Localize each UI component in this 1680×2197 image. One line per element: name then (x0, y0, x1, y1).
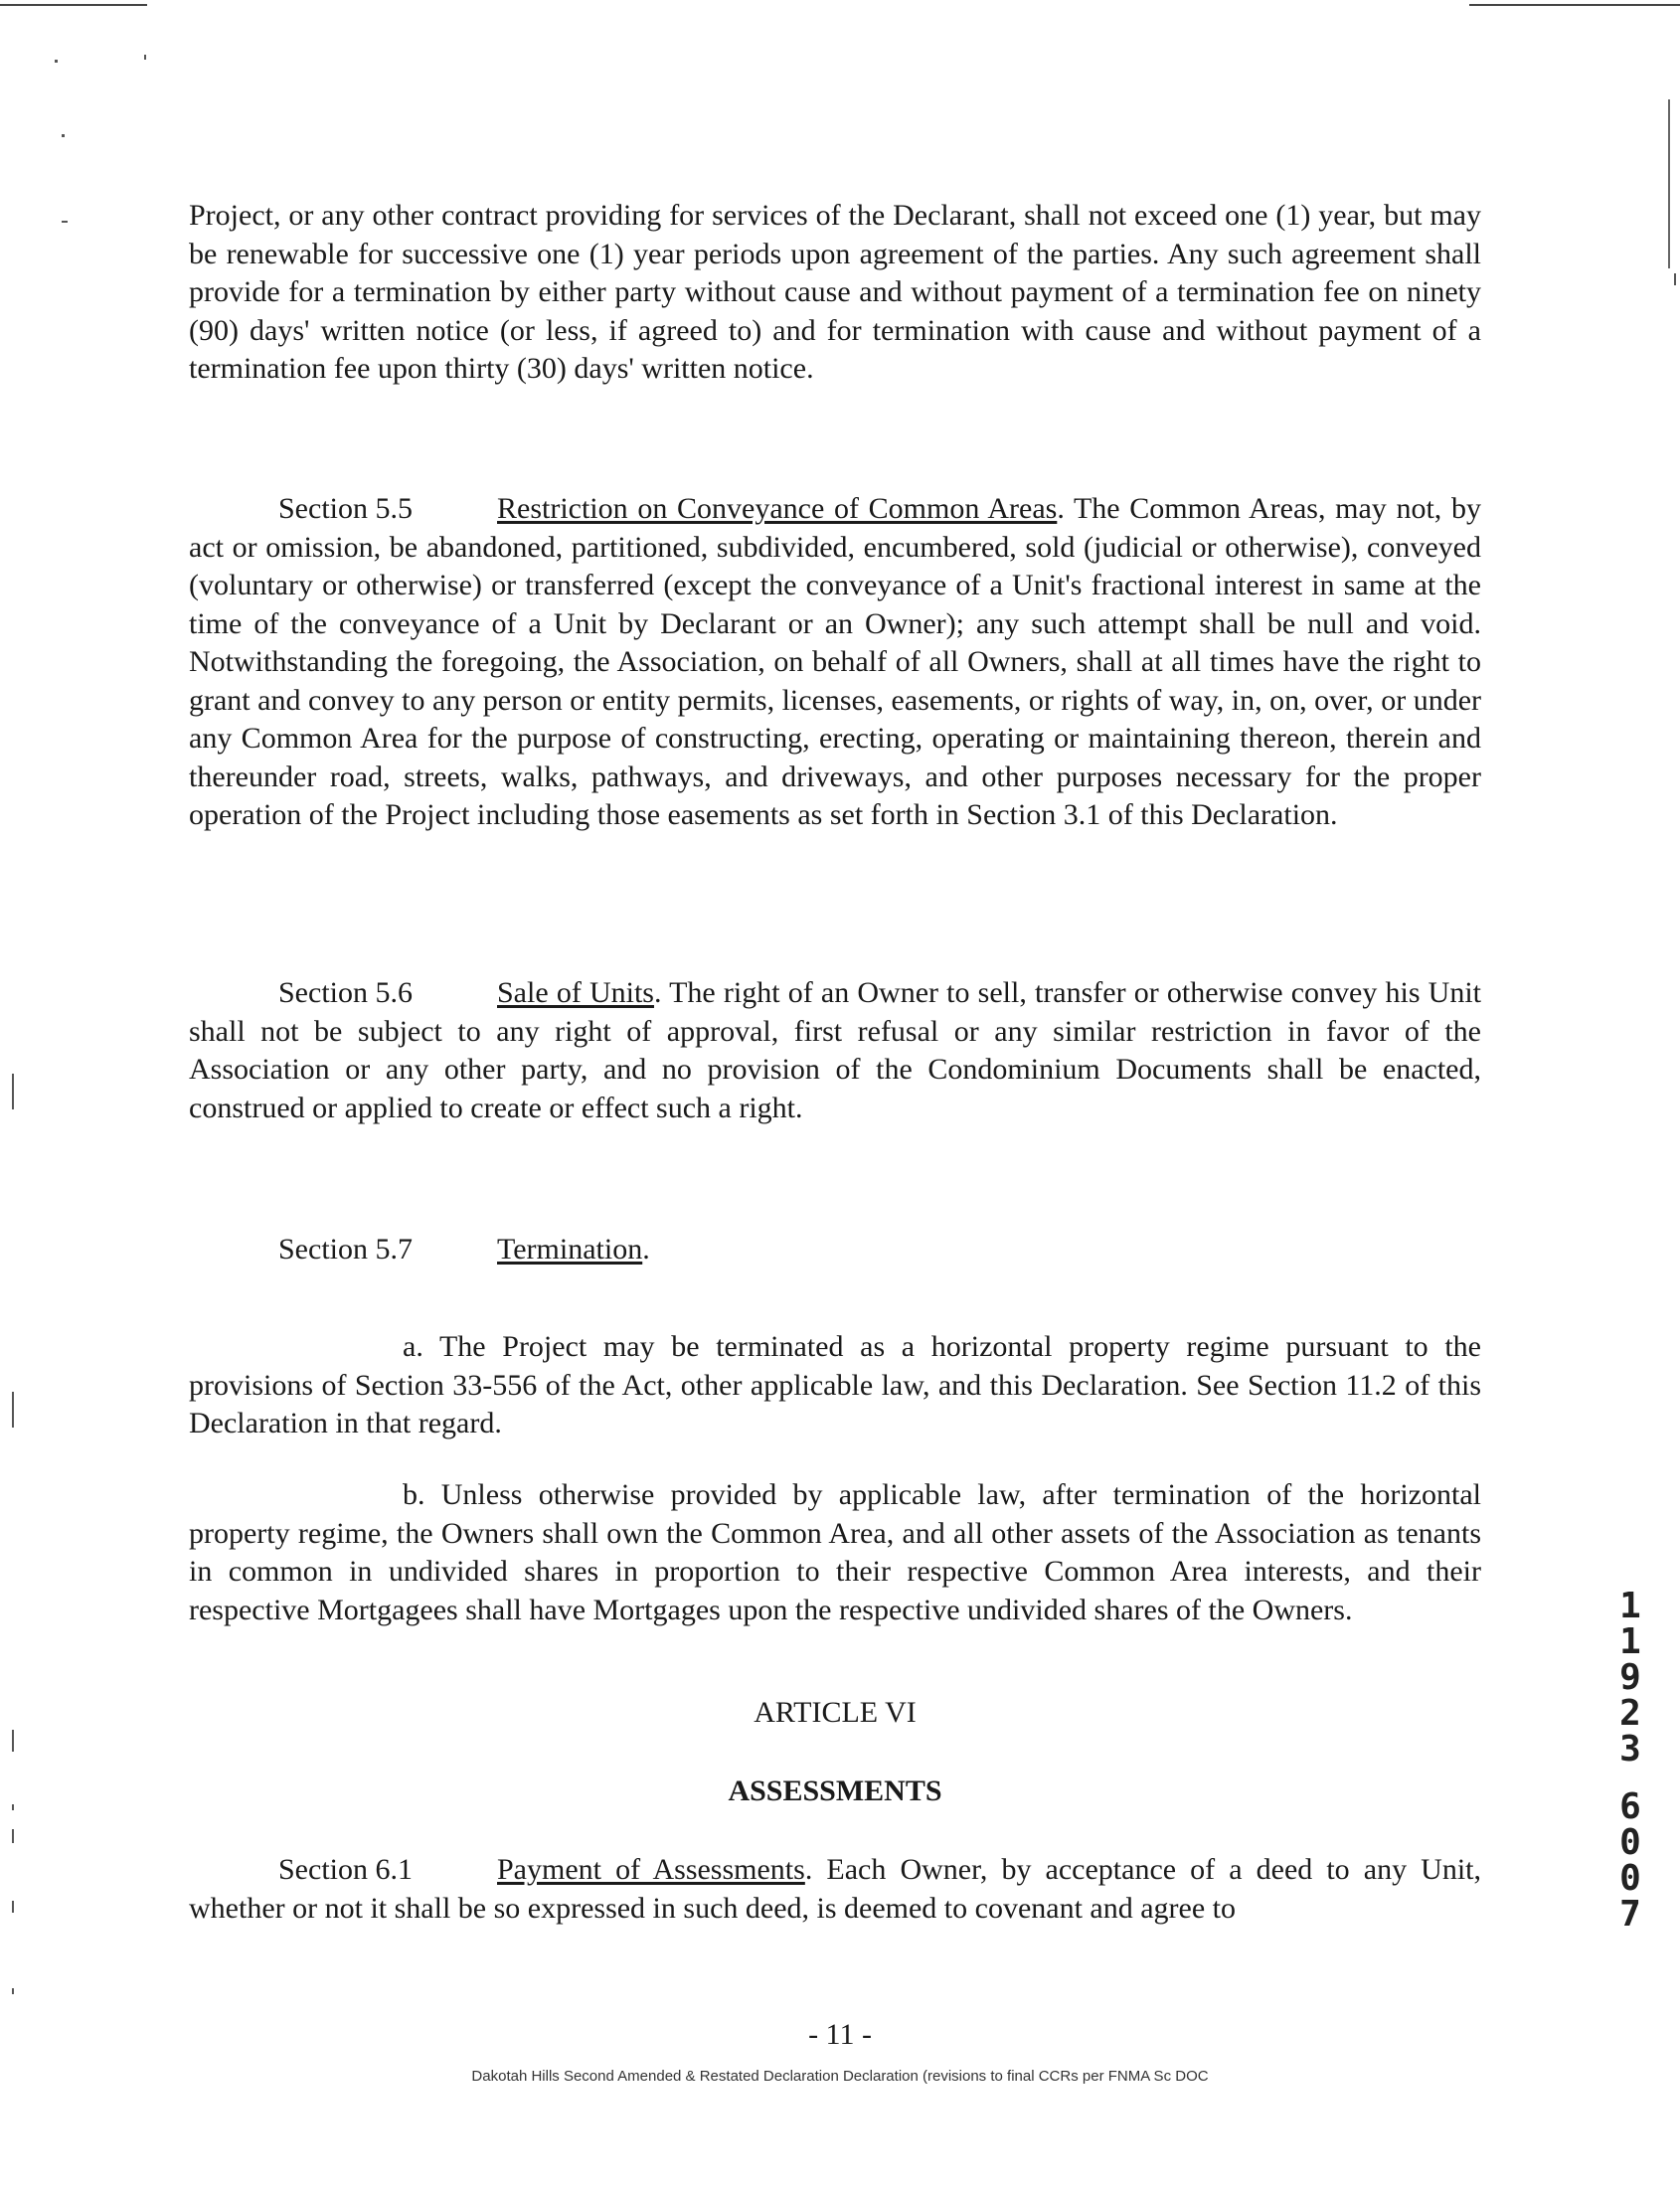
margin-mark (12, 1392, 14, 1428)
section-number: Section 5.7 (278, 1233, 413, 1266)
section-title-period: . (642, 1233, 650, 1266)
recording-stamp-digit: 1 (1619, 1586, 1641, 1626)
subsection-b: b. Unless otherwise provided by applicable law, after termination of the horizontal property regime, the Owners shall own the Common Area, and all other assets of the Association as tenants in common in undivided shares in proportion to their respective Common Area interests, and their respective Mortgagees shall have Mortgages upon the respective undivided shares of the Owners. (189, 1478, 1481, 1626)
scan-edge-line (0, 4, 147, 6)
margin-mark (12, 1074, 14, 1109)
scan-speck (55, 60, 58, 63)
margin-mark (12, 1829, 14, 1843)
section-5-6 (189, 974, 1481, 1127)
subsection-a: a. The Project may be terminated as a horizontal property regime pursuant to the provisions of Section 33-556 of the Act, other applicable law, and this Declaration. See Section 11.2 of this Declaration in that regard. (189, 1330, 1481, 1439)
section-title: Restriction on Conveyance of Common Areas (497, 492, 1058, 525)
scan-edge-line (1668, 99, 1670, 268)
section-title: Payment of Assessments (497, 1853, 805, 1886)
page-number: - 11 - (808, 2018, 872, 2051)
margin-mark (12, 1804, 14, 1810)
scan-speck (144, 55, 146, 60)
recording-stamp-digit: 7 (1619, 1894, 1641, 1935)
recording-stamp-digit: 6 (1619, 1786, 1641, 1827)
section-number: Section 5.6 (278, 976, 413, 1009)
margin-mark (12, 1901, 14, 1913)
article-title: ASSESSMENTS (728, 1774, 942, 1807)
recording-stamp-digit: 9 (1619, 1657, 1641, 1698)
margin-mark (12, 1730, 14, 1752)
footer-text: Dakotah Hills Second Amended & Restated Declaration Declaration (revisions to final CCRs per FNMA Sc DOC (471, 2068, 1209, 2085)
section-6-1 (189, 1851, 1481, 1928)
recording-stamp-digit: 3 (1619, 1729, 1641, 1770)
article-heading: ARTICLE VI (754, 1696, 917, 1729)
section-number: Section 5.5 (278, 492, 413, 525)
section-body: . The right of an Owner to sell, transfer or otherwise convey his Unit shall not be subject to any right of approval, first refusal or any similar restriction in favor of the Association or any other party, and no provision of the Condominium Documents shall be enacted, construed or applied to create or effect such a right. (189, 976, 1482, 1124)
scan-speck (62, 134, 65, 137)
section-body: . The Common Areas, may not, by act or omission, be abandoned, partitioned, subdivided, encumbered, sold (judicial or otherwise), conveyed (voluntary or otherwise) or transferred (except the conveyance of a Unit's fractional interest in same at the time of the conveyance of a Unit by Declarant or an Owner); any such attempt shall be null and void. Notwithstanding the foregoing, the Association, on behalf of all Owners, shall at all times have the right to grant and convey to any person or entity permits, licenses, easements, or rights of way, in, on, over, or under any Common Area for the purpose of constructing, erecting, operating or maintaining thereon, therein and thereunder road, streets, walks, pathways, and driveways, and other purposes necessary for the proper operation of the Project including those easements as set forth in Section 3.1 of this Declaration. (189, 492, 1481, 831)
section-title: Termination (497, 1233, 643, 1266)
recording-stamp-digit: 0 (1619, 1822, 1641, 1863)
section-body: . Each Owner, by acceptance of a deed to any Unit, whether or not it shall be so expressed in such deed, is deemed to covenant and agree to (189, 1853, 1481, 1925)
scan-speck (62, 221, 68, 223)
paragraph-continued: Project, or any other contract providing for services of the Declarant, shall not exceed one (1) year, but may be renewable for successive one (1) year periods upon agreement of the parties. Any such agreement shall provide for a termination by either party without cause and without payment of a termination fee on ninety (90) days' written notice (or less, if agreed to) and for termination with cause and without payment of a termination fee upon thirty (30) days' written notice. (189, 199, 1481, 385)
recording-stamp-digit: 0 (1619, 1858, 1641, 1899)
section-number: Section 6.1 (278, 1853, 413, 1886)
scan-speck (1674, 273, 1676, 285)
section-title: Sale of Units (497, 976, 654, 1009)
section-5-7 (189, 1231, 1481, 1269)
section-5-5 (189, 490, 1481, 835)
recording-stamp-digit: 2 (1619, 1693, 1641, 1734)
recording-stamp-digit: 1 (1619, 1621, 1641, 1662)
scan-edge-line (1469, 4, 1680, 6)
margin-mark (12, 1988, 14, 1994)
